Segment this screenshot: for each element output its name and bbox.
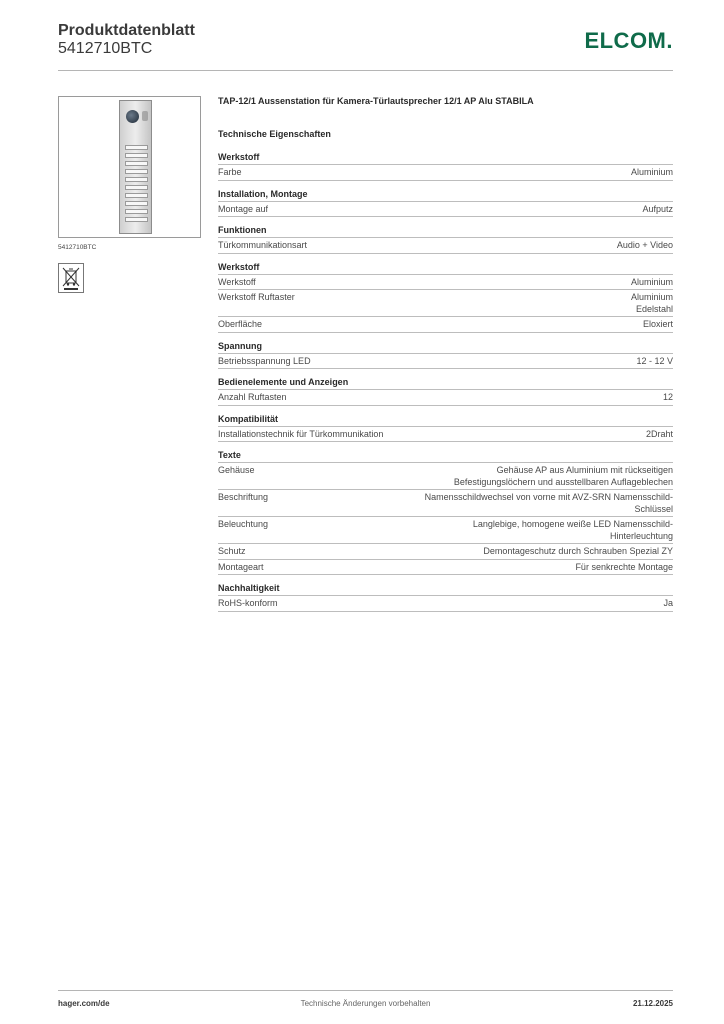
- footer-website: hager.com/de: [58, 999, 110, 1008]
- image-caption: 5412710BTC: [58, 244, 97, 251]
- page-footer: [58, 990, 673, 1011]
- spec-label: Türkommunikationsart: [218, 240, 308, 250]
- spec-label: Oberfläche: [218, 319, 263, 329]
- call-button-icon: [125, 185, 148, 190]
- spec-group: [218, 414, 673, 443]
- spec-label: RoHS-konform: [218, 598, 278, 608]
- spec-row: [218, 427, 673, 443]
- spec-label: Schutz: [218, 546, 246, 556]
- footer-disclaimer: Technische Änderungen vorbehalten: [300, 999, 431, 1008]
- spec-value: Demontageschutz durch Schrauben Spezial ZY: [483, 546, 673, 556]
- spec-group: [218, 262, 673, 333]
- document-number: 5412710BTC: [58, 40, 153, 57]
- spec-group: [218, 225, 673, 254]
- document-title: Produktdatenblatt: [58, 22, 195, 39]
- spec-value: 12 - 12 V: [636, 355, 673, 366]
- spec-label: Werkstoff Ruftaster: [218, 292, 295, 302]
- call-button-icon: [125, 201, 148, 206]
- call-button-icon: [125, 169, 148, 174]
- call-button-list: [125, 145, 148, 225]
- spec-label: Anzahl Ruftasten: [218, 392, 287, 402]
- call-button-icon: [125, 217, 148, 222]
- call-button-icon: [125, 177, 148, 182]
- spec-group-title: Werkstoff: [218, 262, 673, 275]
- section-title: Technische Eigenschaften: [218, 129, 331, 139]
- speaker-grille-icon: [142, 111, 148, 121]
- spec-row: [218, 317, 673, 333]
- spec-label: Farbe: [218, 167, 242, 177]
- spec-row: [218, 354, 673, 370]
- call-button-icon: [125, 145, 148, 150]
- spec-row: [218, 463, 673, 490]
- spec-label: Gehäuse: [218, 465, 255, 475]
- door-station-panel: [119, 100, 152, 234]
- spec-value: Für senkrechte Montage: [575, 561, 673, 572]
- weee-crossed-bin-icon: [58, 263, 84, 293]
- spec-row: [218, 290, 673, 317]
- footer-date: 21.12.2025: [632, 999, 673, 1008]
- spec-row: [218, 544, 673, 560]
- spec-value: Eloxiert: [642, 319, 673, 329]
- spec-group-title: Spannung: [218, 341, 673, 354]
- spec-groups: [218, 152, 673, 612]
- spec-row: [218, 517, 673, 544]
- spec-value: Aluminium Edelstahl: [630, 292, 673, 314]
- elcom-logo: ELCOM.: [584, 28, 673, 53]
- spec-row: [218, 165, 673, 181]
- spec-group: [218, 341, 673, 370]
- spec-row: [218, 275, 673, 291]
- call-button-icon: [125, 153, 148, 158]
- spec-group: [218, 152, 673, 181]
- call-button-icon: [125, 209, 148, 214]
- spec-group-title: Kompatibilität: [218, 414, 673, 427]
- spec-group-title: Texte: [218, 450, 673, 463]
- spec-value: Aufputz: [642, 203, 673, 214]
- spec-label: Montageart: [218, 561, 264, 572]
- call-button-icon: [125, 193, 148, 198]
- spec-value: 2Draht: [645, 428, 673, 439]
- spec-value: Langlebige, homogene weiße LED Namensschild- Hinterleuchtung: [472, 519, 673, 541]
- spec-value: Aluminium: [630, 276, 673, 287]
- spec-row: [218, 560, 673, 576]
- spec-row: [218, 490, 673, 517]
- spec-group: [218, 583, 673, 612]
- spec-content: [218, 96, 673, 620]
- spec-row: [218, 596, 673, 612]
- spec-group-title: Bedienelemente und Anzeigen: [218, 377, 673, 390]
- spec-label: Installationstechnik für Türkommunikation: [218, 428, 384, 439]
- spec-label: Betriebsspannung LED: [218, 355, 311, 366]
- spec-group: [218, 377, 673, 406]
- product-image: [58, 96, 201, 238]
- spec-group: [218, 450, 673, 575]
- spec-value: Aluminium: [630, 167, 673, 177]
- spec-label: Beleuchtung: [218, 519, 269, 529]
- page-header: [58, 20, 673, 71]
- product-title: TAP-12/1 Aussenstation für Kamera-Türlautsprecher 12/1 AP Alu STABILA: [218, 96, 534, 106]
- spec-value: Namensschildwechsel von vorne mit AVZ-SRN Namensschild- Schlüssel: [424, 492, 673, 514]
- spec-label: Beschriftung: [218, 492, 269, 502]
- spec-row: [218, 202, 673, 218]
- camera-lens-icon: [126, 110, 139, 123]
- spec-group-title: Nachhaltigkeit: [218, 583, 673, 596]
- spec-group-title: Funktionen: [218, 225, 673, 238]
- spec-value: 12: [662, 392, 673, 402]
- spec-value: Ja: [663, 598, 673, 608]
- spec-group: [218, 189, 673, 218]
- spec-group-title: Installation, Montage: [218, 189, 673, 202]
- spec-group-title: Werkstoff: [218, 152, 673, 165]
- spec-value: Gehäuse AP aus Aluminium mit rückseitigen Befestigungslöchern und ausstellbaren Auflageblechen: [453, 465, 673, 487]
- spec-label: Montage auf: [218, 203, 269, 214]
- spec-row: [218, 390, 673, 406]
- spec-value: Audio + Video: [616, 240, 673, 250]
- spec-row: [218, 238, 673, 254]
- call-button-icon: [125, 161, 148, 166]
- spec-label: Werkstoff: [218, 276, 256, 287]
